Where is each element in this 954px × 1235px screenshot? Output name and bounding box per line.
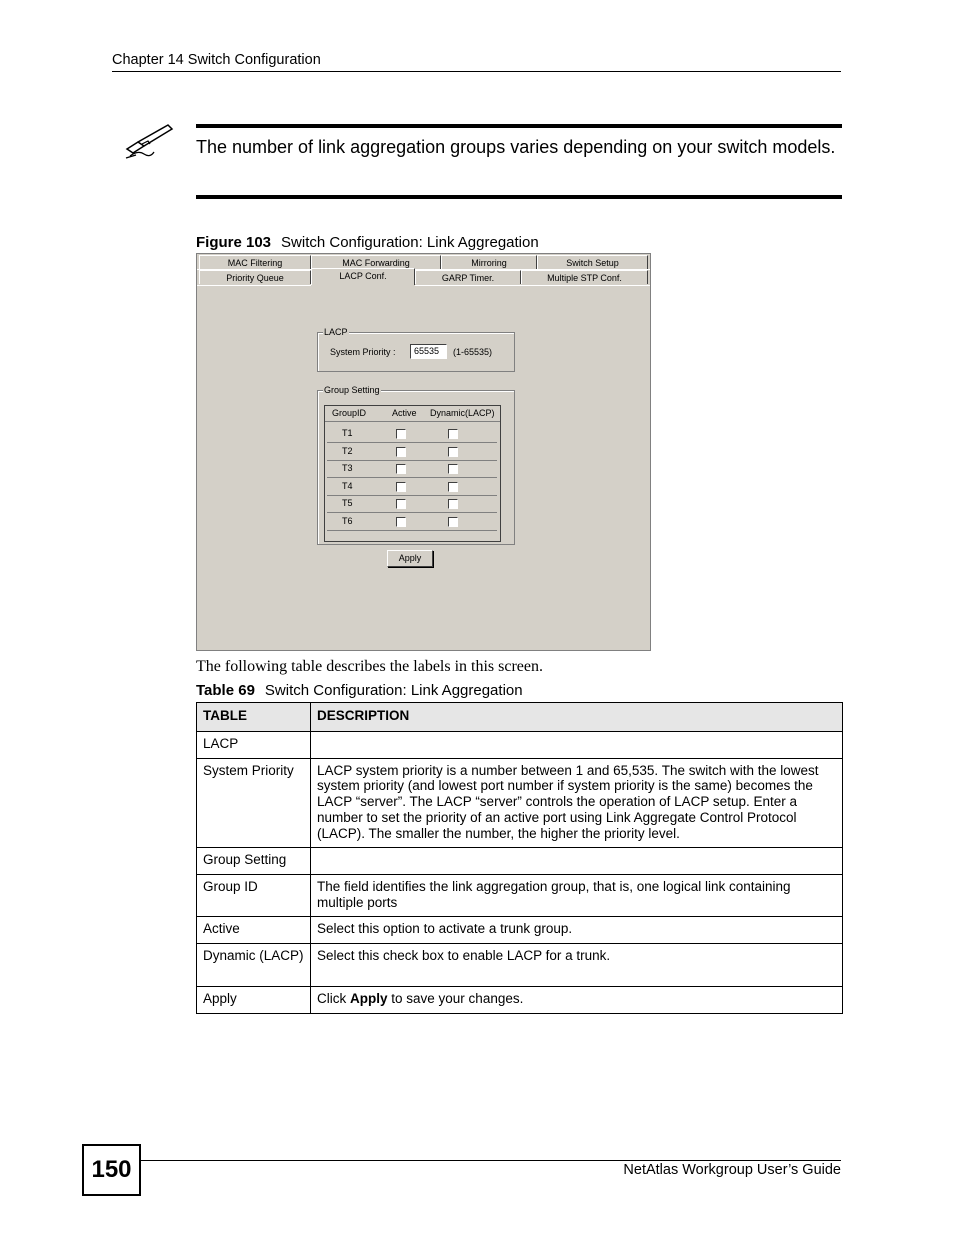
col-groupid: GroupID	[332, 408, 367, 418]
group-setting-legend: Group Setting	[324, 385, 380, 395]
group-row	[327, 513, 497, 531]
table-label: Table 69	[196, 682, 255, 699]
row-description: Select this option to activate a trunk group.	[311, 917, 843, 944]
table-caption	[196, 682, 523, 699]
system-priority-range: (1-65535)	[453, 347, 493, 357]
active-checkbox[interactable]	[396, 447, 406, 457]
table-row	[197, 758, 843, 848]
tab-switch-setup[interactable]: Switch Setup	[537, 255, 648, 269]
group-id: T6	[342, 515, 353, 526]
col-active: Active	[392, 408, 417, 418]
active-checkbox[interactable]	[396, 499, 406, 509]
group-table-header	[325, 406, 500, 422]
group-id: T4	[342, 480, 353, 491]
link-aggregation-screen	[196, 253, 651, 651]
row-label: Group Setting	[197, 848, 311, 875]
row-label: Group ID	[197, 874, 311, 916]
table-row	[197, 874, 843, 916]
group-id: T5	[342, 498, 353, 508]
lacp-fieldset	[317, 327, 515, 372]
table-row	[197, 944, 843, 987]
page-number: 150	[82, 1144, 141, 1196]
active-checkbox[interactable]	[396, 429, 406, 439]
table-row	[197, 848, 843, 875]
active-checkbox[interactable]	[396, 482, 406, 492]
row-label: System Priority	[197, 758, 311, 848]
tab-mirroring[interactable]: Mirroring	[441, 255, 537, 269]
row-label: Apply	[197, 987, 311, 1014]
table-header-row	[197, 703, 843, 732]
tab-mac-filtering[interactable]: MAC Filtering	[199, 255, 311, 269]
figure-title: Switch Configuration: Link Aggregation	[281, 234, 539, 251]
group-id: T3	[342, 463, 353, 473]
apply-desc-bold: Apply	[350, 991, 388, 1007]
row-description: Select this check box to enable LACP for a trunk.	[311, 944, 843, 987]
col-dynamic: Dynamic(LACP)	[430, 408, 495, 418]
apply-desc-post: to save your changes.	[387, 991, 524, 1007]
group-row	[327, 478, 497, 496]
row-description	[311, 732, 843, 759]
group-setting-fieldset	[317, 385, 515, 545]
row-label: Dynamic (LACP)	[197, 944, 311, 987]
row-label: LACP	[197, 732, 311, 759]
tab-garp-timer[interactable]: GARP Timer.	[415, 270, 521, 284]
guide-title: NetAtlas Workgroup User’s Guide	[623, 1162, 841, 1178]
system-priority-input[interactable]: 65535	[410, 344, 447, 359]
note-text: The number of link aggregation groups varies depending on your switch models.	[196, 137, 836, 157]
dynamic-lacp-checkbox[interactable]	[448, 499, 458, 509]
intro-text: The following table describes the labels in this screen.	[196, 658, 544, 675]
dynamic-lacp-checkbox[interactable]	[448, 464, 458, 474]
table-title: Switch Configuration: Link Aggregation	[264, 682, 523, 699]
tab-lacp-conf[interactable]: LACP Conf.	[311, 268, 415, 285]
dynamic-lacp-checkbox[interactable]	[448, 447, 458, 457]
dynamic-lacp-checkbox[interactable]	[448, 517, 458, 527]
row-description	[311, 987, 843, 1014]
active-checkbox[interactable]	[396, 464, 406, 474]
note-top-rule	[196, 124, 842, 128]
group-row	[327, 425, 497, 443]
row-description: The field identifies the link aggregation group, that is, one logical link containing multiple ports	[311, 874, 843, 916]
tab-mac-forwarding[interactable]: MAC Forwarding	[311, 255, 441, 269]
apply-desc-pre: Click	[317, 991, 350, 1007]
dynamic-lacp-checkbox[interactable]	[448, 482, 458, 492]
tab-panel-line-left	[197, 285, 311, 286]
lacp-legend: LACP	[324, 327, 348, 337]
tab-panel-line-right	[415, 285, 650, 286]
group-row	[327, 495, 497, 513]
group-table	[324, 405, 501, 542]
group-id: T2	[342, 445, 353, 456]
dynamic-lacp-checkbox[interactable]	[448, 429, 458, 439]
tab-priority-queue[interactable]: Priority Queue	[199, 270, 311, 284]
header-description: DESCRIPTION	[311, 703, 843, 732]
pen-note-icon	[124, 122, 176, 162]
figure-caption	[196, 234, 539, 251]
header-rule	[112, 71, 841, 72]
table-row	[197, 917, 843, 944]
row-description: LACP system priority is a number between 1 and 65,535. The switch with the lowest system priority (and lowest port number if system priority is the same) becomes the LACP “server”. The LACP “server” controls the operation of LACP setup. Enter a number to set the priority of an active port using Link Aggregate Control Protocol (LACP). The smaller the number, the higher the priority level.	[311, 758, 843, 848]
row-label: Active	[197, 917, 311, 944]
group-row	[327, 460, 497, 478]
table-row	[197, 732, 843, 759]
group-row	[327, 443, 497, 461]
tab-multiple-stp-conf[interactable]: Multiple STP Conf.	[521, 270, 648, 284]
header-label: TABLE	[197, 703, 311, 732]
group-id: T1	[342, 428, 353, 438]
row-description	[311, 848, 843, 875]
system-priority-label: System Priority :	[330, 347, 396, 357]
active-checkbox[interactable]	[396, 517, 406, 527]
footer-rule	[139, 1160, 841, 1161]
figure-label: Figure 103	[196, 234, 272, 251]
chapter-header: Chapter 14 Switch Configuration	[112, 52, 321, 68]
description-table	[196, 702, 843, 1014]
apply-button[interactable]: Apply	[387, 550, 433, 567]
table-row	[197, 987, 843, 1014]
note-bottom-rule	[196, 195, 842, 199]
